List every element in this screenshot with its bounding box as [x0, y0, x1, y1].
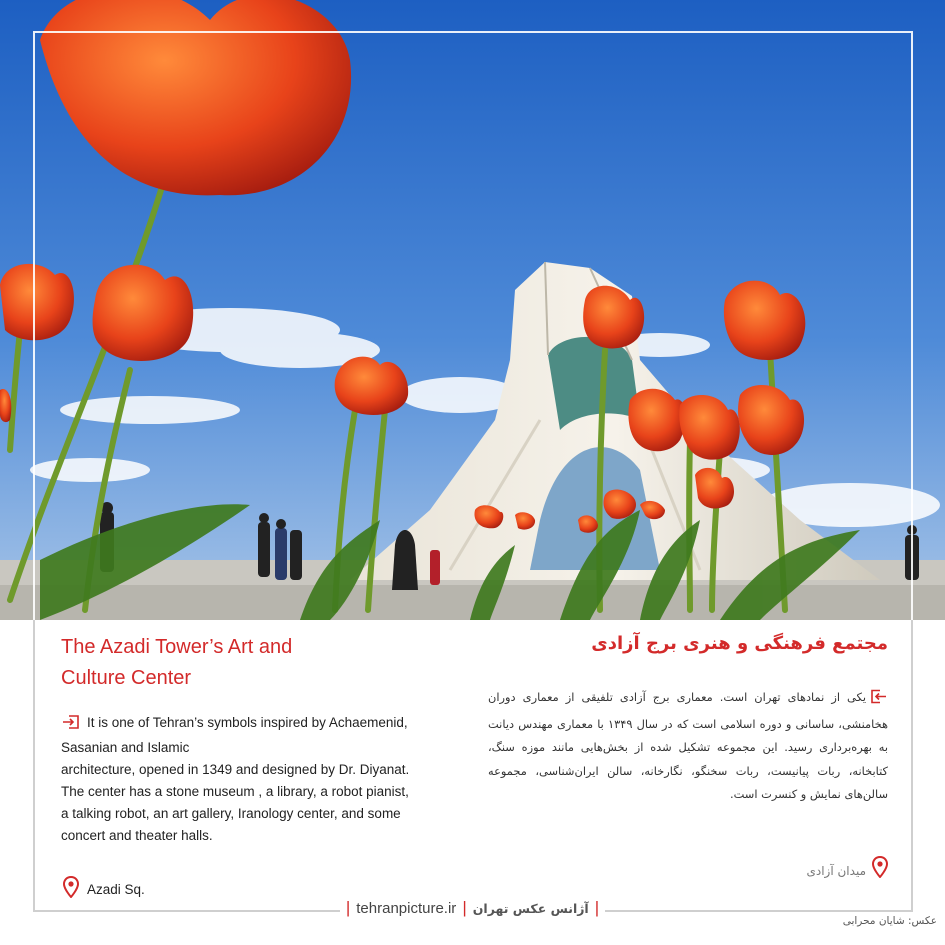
persian-description — [488, 686, 888, 807]
english-description — [61, 712, 446, 847]
persian-location-label: میدان آزادی — [806, 864, 866, 878]
english-body-line2: Sasanian and Islamic — [61, 740, 190, 755]
english-body-line5: a talking robot, an art gallery, Iranology center, and some — [61, 806, 401, 821]
english-body-line3: architecture, opened in 1349 and designed by Dr. Diyanat. — [61, 762, 410, 777]
site-link[interactable]: tehranpicture.ir — [356, 899, 457, 917]
persian-body-text: یکی از نمادهای تهران است. معماری برج آزادی تلفیقی از معماری دوران هخامنشی، ساسانی و دوره اسلامی است که در سال ۱۳۴۹ با معماری مهندس دیانت به بهره‌برداری رسید. این مجموعه تشکیل شده از بخش‌هایی مانند موزه سنگ، کتابخانه، ربات پیانیست، ربات سخنگو، نگارخانه، سالن ایران‌شناسی، مجموعه سالن‌های نمایش و کنسرت است. — [488, 690, 888, 801]
persian-location — [700, 856, 888, 886]
separator: | — [462, 898, 467, 917]
persian-title: مجتمع فرهنگی و هنری برج آزادی — [591, 633, 888, 654]
agency-name: آژانس عکس تهران — [472, 900, 589, 916]
english-body-line1 — [61, 712, 446, 737]
separator: | — [594, 898, 600, 917]
english-location-label: Azadi Sq. — [87, 882, 145, 897]
english-title — [61, 632, 361, 694]
english-title-line1: The Azadi Tower’s Art and — [61, 636, 293, 658]
separator: | — [345, 898, 351, 917]
arrow-in-icon — [870, 689, 888, 713]
location-pin-icon — [872, 856, 888, 886]
photo-frame — [33, 31, 913, 620]
footer-branding — [340, 898, 605, 918]
english-title-line2: Culture Center — [61, 667, 192, 689]
photo-credit: عکس: شایان محرابی — [842, 915, 937, 927]
english-body-line4: The center has a stone museum , a library, a robot pianist, — [61, 784, 409, 799]
english-body-line6: concert and theater halls. — [61, 828, 213, 843]
arrow-in-icon — [61, 714, 81, 737]
footer — [0, 896, 945, 920]
english-body-text-1: It is one of Tehran’s symbols inspired by Achaemenid, — [87, 715, 408, 730]
